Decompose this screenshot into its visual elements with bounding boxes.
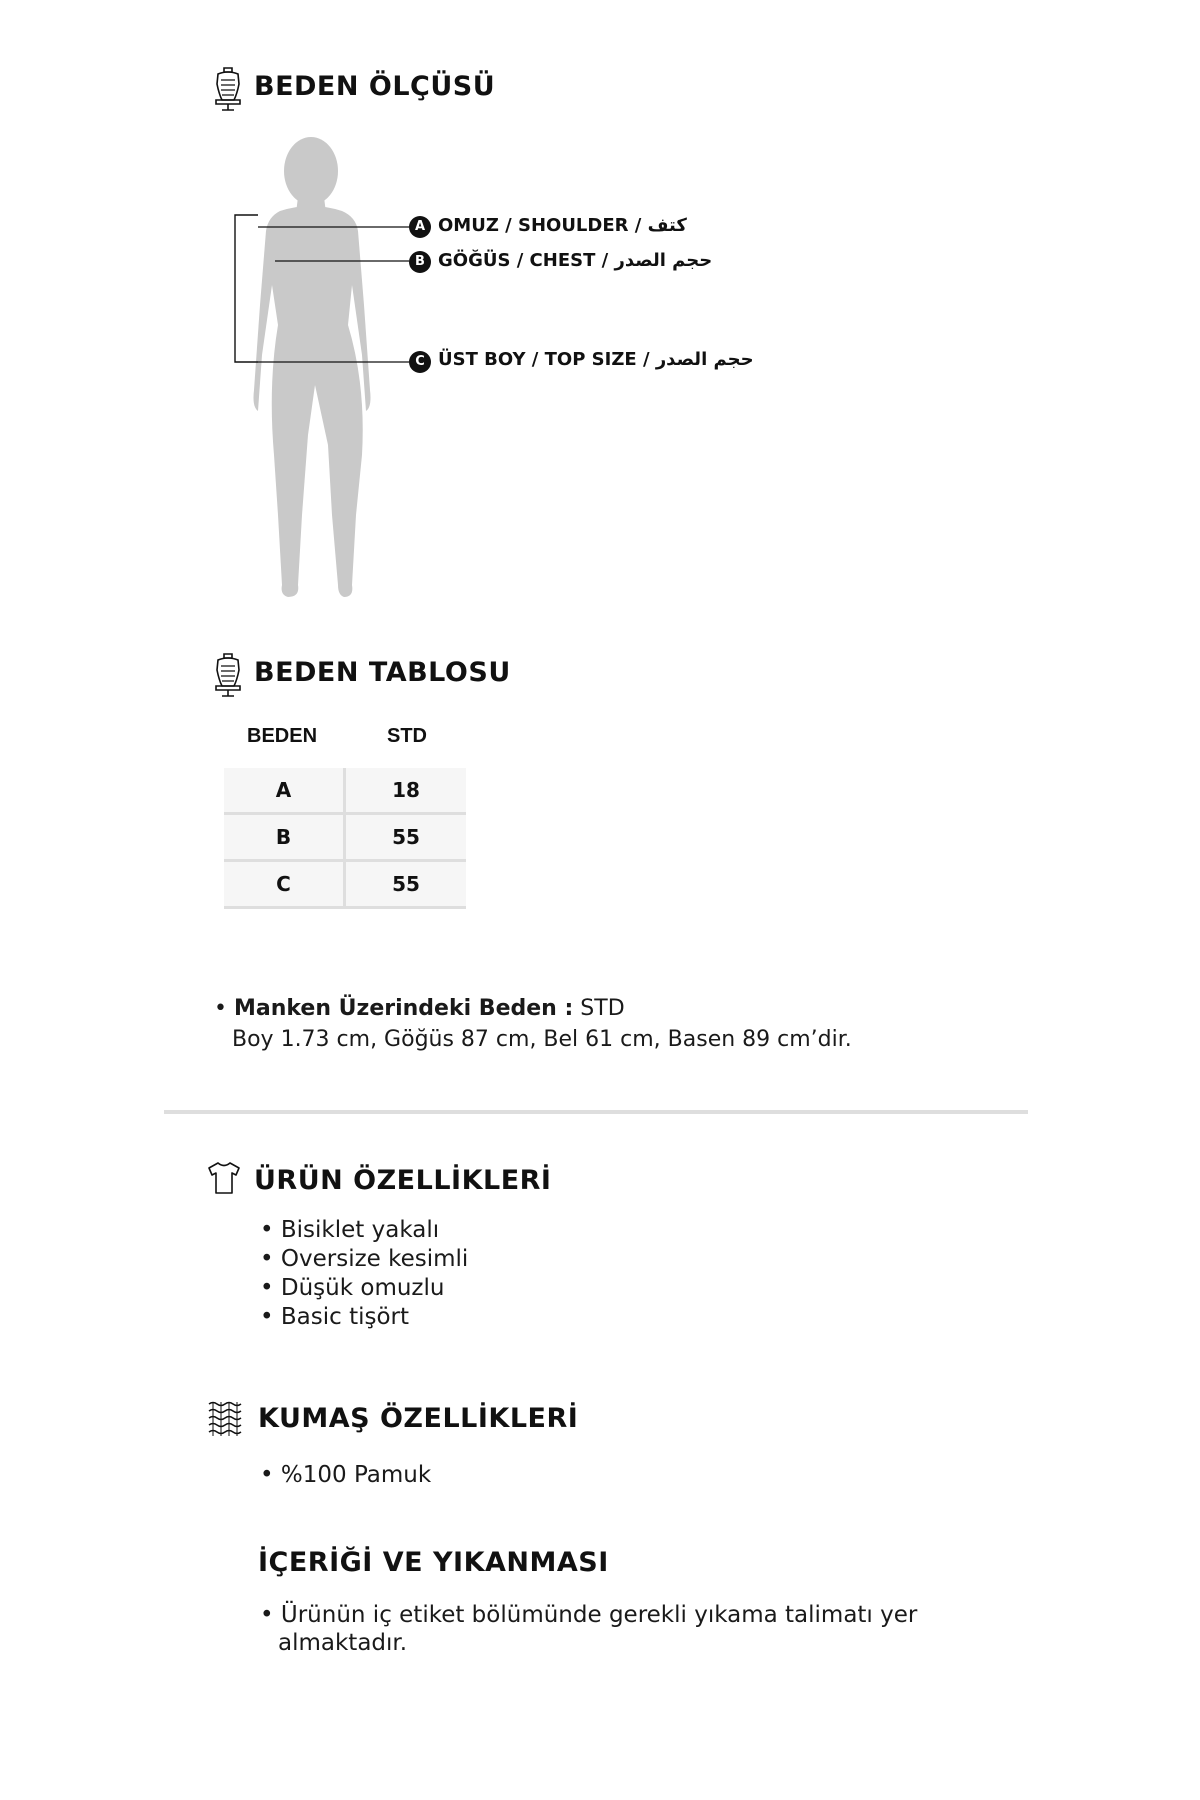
tshirt-icon: [206, 1160, 242, 1201]
fabric-features-list: [260, 1461, 431, 1490]
list-item: • Ürünün iç etiket bölümünde gerekli yıkama talimatı yer: [260, 1601, 917, 1630]
list-item: • Düşük omuzlu: [260, 1274, 468, 1303]
model-size-value: STD: [580, 996, 625, 1021]
badge-a: A: [409, 216, 431, 238]
label-shoulder: OMUZ / SHOULDER / كتف: [438, 215, 687, 236]
care-list: [260, 1601, 917, 1630]
care-title: İÇERİĞİ VE YIKANMASI: [258, 1547, 609, 1578]
table-cell: 55: [345, 814, 467, 861]
table-cell: 18: [345, 768, 467, 814]
list-item: • Bisiklet yakalı: [260, 1216, 468, 1245]
model-measurements: Boy 1.73 cm, Göğüs 87 cm, Bel 61 cm, Basen 89 cm’dir.: [232, 1027, 852, 1052]
section-divider: [164, 1110, 1028, 1114]
table-cell: B: [224, 814, 345, 861]
table-row: [224, 768, 466, 814]
product-features-list: [260, 1216, 468, 1332]
measurement-guides: [233, 210, 433, 375]
fabric-features-title: KUMAŞ ÖZELLİKLERİ: [258, 1403, 579, 1434]
list-item: • %100 Pamuk: [260, 1461, 431, 1490]
table-row: [224, 814, 466, 861]
list-item: • Basic tişört: [260, 1303, 468, 1332]
model-size-label: Manken Üzerindeki Beden :: [233, 996, 574, 1021]
mannequin-icon: [213, 652, 243, 703]
size-table-header-std: STD: [387, 725, 427, 747]
badge-c: C: [409, 351, 431, 373]
table-cell: C: [224, 861, 345, 908]
list-item: • Oversize kesimli: [260, 1245, 468, 1274]
label-top-size: ÜST BOY / TOP SIZE / حجم الصدر: [438, 349, 754, 370]
table-row: [224, 861, 466, 908]
label-chest: GÖĞÜS / CHEST / حجم الصدر: [438, 250, 713, 271]
size-table: [224, 768, 466, 909]
care-text-continuation: almaktadır.: [278, 1630, 408, 1656]
mannequin-icon: [213, 66, 243, 117]
model-size-line: [214, 996, 625, 1021]
product-features-title: ÜRÜN ÖZELLİKLERİ: [254, 1165, 552, 1196]
fabric-pattern-icon: [207, 1400, 245, 1443]
table-cell: A: [224, 768, 345, 814]
table-cell: 55: [345, 861, 467, 908]
bullet: •: [214, 996, 234, 1021]
size-measurement-title: BEDEN ÖLÇÜSÜ: [254, 71, 496, 102]
badge-b: B: [409, 251, 431, 273]
size-table-header-beden: BEDEN: [247, 725, 318, 747]
size-table-title: BEDEN TABLOSU: [254, 657, 511, 688]
